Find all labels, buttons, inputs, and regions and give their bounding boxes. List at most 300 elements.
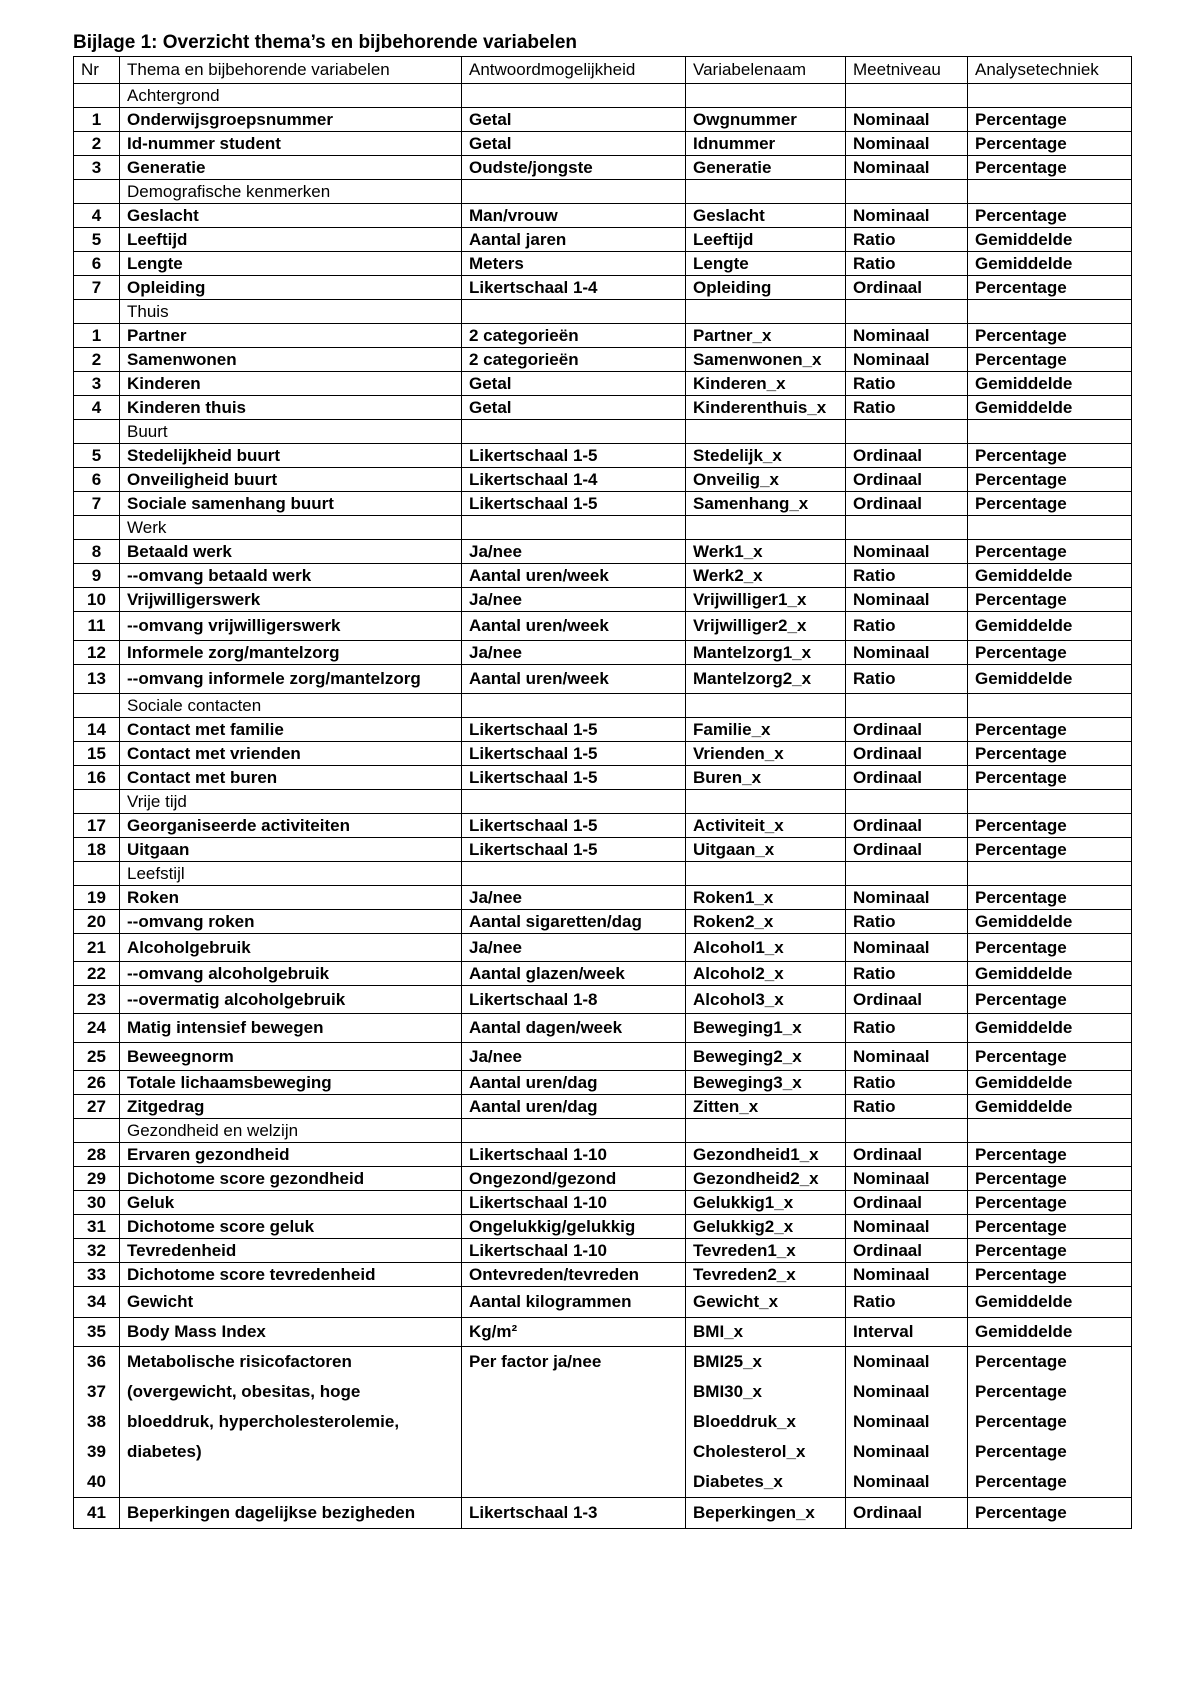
cell-variable: --omvang informele zorg/mantelzorg — [120, 665, 462, 694]
cell-nr: 28 — [74, 1143, 120, 1167]
cell-answer-option: Likertschaal 1-8 — [462, 986, 686, 1014]
cell-variable-name: Generatie — [686, 156, 846, 180]
cell-variable: Id-nummer student — [120, 132, 462, 156]
cell-measurement-level — [846, 1119, 968, 1143]
cell-measurement-level: Nominaal — [846, 641, 968, 665]
cell-answer-option: Getal — [462, 396, 686, 420]
cell-analysis-technique: Percentage — [968, 1167, 1132, 1191]
cell-analysis-technique: Percentage — [968, 1191, 1132, 1215]
cell-measurement-level: Ratio — [846, 564, 968, 588]
cell-answer-option: Likertschaal 1-5 — [462, 444, 686, 468]
table-row — [74, 1215, 1132, 1239]
cell-variable-name: Vrijwilliger1_x — [686, 588, 846, 612]
cell-analysis-technique: Percentage — [968, 934, 1132, 962]
cell-variable-name: Gelukkig2_x — [686, 1215, 846, 1239]
cell-nr: 4 — [74, 396, 120, 420]
table-row — [74, 742, 1132, 766]
cell-answer-option: Oudste/jongste — [462, 156, 686, 180]
cell-variable: Sociale samenhang buurt — [120, 492, 462, 516]
cell-analysis-technique: Percentage — [968, 108, 1132, 132]
cell-measurement-level: Ordinaal — [846, 444, 968, 468]
cell-variable-name: BMI25_x BMI30_x Bloeddruk_x Cholesterol_x Diabetes_x — [686, 1347, 846, 1498]
cell-variable: Georganiseerde activiteiten — [120, 814, 462, 838]
cell-answer-option: Likertschaal 1-10 — [462, 1143, 686, 1167]
cell-measurement-level: Ordinaal — [846, 492, 968, 516]
cell-nr — [74, 790, 120, 814]
cell-variable-name: Werk1_x — [686, 540, 846, 564]
cell-variable: Buurt — [120, 420, 462, 444]
cell-variable-name — [686, 1119, 846, 1143]
cell-nr: 32 — [74, 1239, 120, 1263]
header-analysis-technique: Analysetechniek — [968, 57, 1132, 84]
cell-nr: 21 — [74, 934, 120, 962]
table-row — [74, 612, 1132, 641]
cell-nr: 27 — [74, 1095, 120, 1119]
cell-answer-option: Likertschaal 1-5 — [462, 838, 686, 862]
cell-answer-option: Aantal uren/dag — [462, 1071, 686, 1095]
theme-row — [74, 420, 1132, 444]
cell-analysis-technique — [968, 84, 1132, 108]
cell-nr: 7 — [74, 492, 120, 516]
header-variable-name: Variabelenaam — [686, 57, 846, 84]
cell-answer-option: Kg/m² — [462, 1318, 686, 1347]
cell-nr: 36 37 38 39 40 — [74, 1347, 120, 1498]
cell-variable: Zitgedrag — [120, 1095, 462, 1119]
cell-variable-name: Vrijwilliger2_x — [686, 612, 846, 641]
table-row — [74, 444, 1132, 468]
cell-analysis-technique — [968, 180, 1132, 204]
cell-variable-name — [686, 300, 846, 324]
cell-answer-option: 2 categorieën — [462, 324, 686, 348]
cell-nr: 18 — [74, 838, 120, 862]
cell-variable: Kinderen — [120, 372, 462, 396]
cell-variable-name: Beweging2_x — [686, 1043, 846, 1071]
cell-variable: --omvang vrijwilligerswerk — [120, 612, 462, 641]
cell-nr: 17 — [74, 814, 120, 838]
cell-answer-option: Aantal uren/week — [462, 665, 686, 694]
cell-analysis-technique: Percentage — [968, 204, 1132, 228]
cell-answer-option: Man/vrouw — [462, 204, 686, 228]
cell-nr: 15 — [74, 742, 120, 766]
cell-nr — [74, 516, 120, 540]
cell-variable: Lengte — [120, 252, 462, 276]
cell-analysis-technique: Gemiddelde — [968, 962, 1132, 986]
cell-variable-name: Beweging3_x — [686, 1071, 846, 1095]
cell-analysis-technique: Gemiddelde — [968, 372, 1132, 396]
theme-row — [74, 84, 1132, 108]
table-row — [74, 396, 1132, 420]
cell-analysis-technique: Percentage — [968, 156, 1132, 180]
cell-answer-option: Aantal dagen/week — [462, 1014, 686, 1043]
cell-answer-option: Per factor ja/nee — [462, 1347, 686, 1498]
cell-analysis-technique — [968, 862, 1132, 886]
cell-answer-option: Likertschaal 1-10 — [462, 1191, 686, 1215]
cell-variable: Sociale contacten — [120, 694, 462, 718]
cell-variable: Tevredenheid — [120, 1239, 462, 1263]
cell-variable: Roken — [120, 886, 462, 910]
table-row — [74, 1014, 1132, 1043]
cell-variable: Beweegnorm — [120, 1043, 462, 1071]
cell-variable-name: Familie_x — [686, 718, 846, 742]
header-measurement-level: Meetniveau — [846, 57, 968, 84]
table-row — [74, 372, 1132, 396]
cell-analysis-technique — [968, 694, 1132, 718]
cell-variable: Totale lichaamsbeweging — [120, 1071, 462, 1095]
cell-variable: Betaald werk — [120, 540, 462, 564]
cell-measurement-level: Nominaal — [846, 324, 968, 348]
cell-variable-name: Alcohol3_x — [686, 986, 846, 1014]
cell-variable: Contact met familie — [120, 718, 462, 742]
cell-answer-option — [462, 300, 686, 324]
cell-measurement-level: Ratio — [846, 1014, 968, 1043]
cell-analysis-technique: Percentage — [968, 1498, 1132, 1529]
cell-variable-name: Owgnummer — [686, 108, 846, 132]
table-row — [74, 1043, 1132, 1071]
cell-nr: 26 — [74, 1071, 120, 1095]
cell-analysis-technique: Percentage — [968, 886, 1132, 910]
cell-measurement-level: Nominaal — [846, 132, 968, 156]
cell-analysis-technique — [968, 420, 1132, 444]
table-row — [74, 1263, 1132, 1287]
cell-variable-name: Gezondheid1_x — [686, 1143, 846, 1167]
cell-analysis-technique: Gemiddelde — [968, 228, 1132, 252]
cell-nr: 10 — [74, 588, 120, 612]
table-row — [74, 838, 1132, 862]
cell-answer-option: Aantal glazen/week — [462, 962, 686, 986]
cell-variable-name: Lengte — [686, 252, 846, 276]
cell-answer-option: Aantal uren/week — [462, 564, 686, 588]
cell-measurement-level: Ordinaal — [846, 718, 968, 742]
table-row — [74, 1143, 1132, 1167]
theme-row — [74, 180, 1132, 204]
cell-variable-name: Alcohol1_x — [686, 934, 846, 962]
cell-measurement-level: Nominaal — [846, 156, 968, 180]
cell-variable: Partner — [120, 324, 462, 348]
cell-analysis-technique: Gemiddelde — [968, 396, 1132, 420]
cell-measurement-level — [846, 516, 968, 540]
cell-variable-name: Mantelzorg2_x — [686, 665, 846, 694]
table-row — [74, 641, 1132, 665]
cell-measurement-level — [846, 84, 968, 108]
table-body — [74, 84, 1132, 1529]
cell-nr: 2 — [74, 348, 120, 372]
cell-variable-name: Roken2_x — [686, 910, 846, 934]
cell-nr: 30 — [74, 1191, 120, 1215]
table-row — [74, 814, 1132, 838]
cell-answer-option — [462, 862, 686, 886]
cell-measurement-level: Ratio — [846, 962, 968, 986]
cell-variable: Dichotome score geluk — [120, 1215, 462, 1239]
cell-analysis-technique: Gemiddelde — [968, 564, 1132, 588]
table-row — [74, 986, 1132, 1014]
cell-measurement-level: Nominaal — [846, 1263, 968, 1287]
cell-answer-option: Likertschaal 1-5 — [462, 718, 686, 742]
cell-measurement-level: Ratio — [846, 1071, 968, 1095]
table-row — [74, 1287, 1132, 1318]
cell-nr: 6 — [74, 468, 120, 492]
cell-variable-name: Opleiding — [686, 276, 846, 300]
cell-analysis-technique: Gemiddelde — [968, 665, 1132, 694]
cell-measurement-level: Nominaal — [846, 1215, 968, 1239]
cell-answer-option: Likertschaal 1-4 — [462, 468, 686, 492]
cell-analysis-technique: Gemiddelde — [968, 1071, 1132, 1095]
cell-nr: 9 — [74, 564, 120, 588]
cell-variable-name: Samenwonen_x — [686, 348, 846, 372]
table-row — [74, 156, 1132, 180]
cell-variable-name: Activiteit_x — [686, 814, 846, 838]
cell-variable: Contact met buren — [120, 766, 462, 790]
table-row — [74, 665, 1132, 694]
table-row — [74, 204, 1132, 228]
cell-variable: Stedelijkheid buurt — [120, 444, 462, 468]
cell-answer-option: Likertschaal 1-3 — [462, 1498, 686, 1529]
cell-variable-name: Beperkingen_x — [686, 1498, 846, 1529]
table-row — [74, 962, 1132, 986]
cell-measurement-level: Ordinaal — [846, 1498, 968, 1529]
cell-analysis-technique: Percentage — [968, 838, 1132, 862]
cell-answer-option: Ja/nee — [462, 1043, 686, 1071]
cell-variable: --omvang betaald werk — [120, 564, 462, 588]
table-row — [74, 1167, 1132, 1191]
cell-analysis-technique: Percentage — [968, 348, 1132, 372]
cell-variable: Alcoholgebruik — [120, 934, 462, 962]
cell-variable: Werk — [120, 516, 462, 540]
cell-nr: 35 — [74, 1318, 120, 1347]
cell-variable: Vrije tijd — [120, 790, 462, 814]
cell-nr: 5 — [74, 228, 120, 252]
cell-variable: Gezondheid en welzijn — [120, 1119, 462, 1143]
cell-variable: Gewicht — [120, 1287, 462, 1318]
cell-answer-option — [462, 790, 686, 814]
cell-measurement-level: Ordinaal — [846, 1191, 968, 1215]
cell-variable: --overmatig alcoholgebruik — [120, 986, 462, 1014]
table-header-row — [74, 57, 1132, 84]
cell-variable: Generatie — [120, 156, 462, 180]
cell-measurement-level: Ordinaal — [846, 1143, 968, 1167]
cell-variable-name — [686, 694, 846, 718]
cell-variable-name: Werk2_x — [686, 564, 846, 588]
cell-variable-name: Zitten_x — [686, 1095, 846, 1119]
cell-variable: Dichotome score tevredenheid — [120, 1263, 462, 1287]
cell-variable: Contact met vrienden — [120, 742, 462, 766]
table-row — [74, 324, 1132, 348]
theme-row — [74, 694, 1132, 718]
cell-nr: 4 — [74, 204, 120, 228]
cell-analysis-technique: Percentage — [968, 766, 1132, 790]
cell-nr — [74, 180, 120, 204]
cell-variable: Thuis — [120, 300, 462, 324]
cell-analysis-technique: Gemiddelde — [968, 1287, 1132, 1318]
cell-analysis-technique: Percentage — [968, 540, 1132, 564]
theme-row — [74, 516, 1132, 540]
cell-measurement-level: Ordinaal — [846, 1239, 968, 1263]
cell-nr: 3 — [74, 372, 120, 396]
cell-answer-option — [462, 420, 686, 444]
cell-analysis-technique: Percentage — [968, 742, 1132, 766]
cell-measurement-level — [846, 300, 968, 324]
cell-variable-name — [686, 420, 846, 444]
cell-measurement-level — [846, 790, 968, 814]
cell-measurement-level: Ratio — [846, 612, 968, 641]
cell-analysis-technique: Percentage — [968, 468, 1132, 492]
cell-variable: Uitgaan — [120, 838, 462, 862]
cell-measurement-level: Ratio — [846, 372, 968, 396]
cell-measurement-level: Ratio — [846, 396, 968, 420]
table-row — [74, 1498, 1132, 1529]
cell-variable-name: Beweging1_x — [686, 1014, 846, 1043]
cell-analysis-technique: Gemiddelde — [968, 612, 1132, 641]
cell-answer-option — [462, 516, 686, 540]
cell-analysis-technique: Percentage — [968, 276, 1132, 300]
cell-answer-option: Likertschaal 1-5 — [462, 742, 686, 766]
cell-nr: 5 — [74, 444, 120, 468]
cell-nr: 34 — [74, 1287, 120, 1318]
cell-variable-name: Alcohol2_x — [686, 962, 846, 986]
cell-variable: Ervaren gezondheid — [120, 1143, 462, 1167]
cell-analysis-technique — [968, 300, 1132, 324]
cell-measurement-level: Nominaal — [846, 540, 968, 564]
cell-nr: 8 — [74, 540, 120, 564]
cell-variable: Vrijwilligerswerk — [120, 588, 462, 612]
cell-answer-option: 2 categorieën — [462, 348, 686, 372]
table-row — [74, 934, 1132, 962]
cell-variable-name: Vrienden_x — [686, 742, 846, 766]
cell-analysis-technique: Gemiddelde — [968, 910, 1132, 934]
cell-nr: 12 — [74, 641, 120, 665]
cell-variable-name: Mantelzorg1_x — [686, 641, 846, 665]
cell-answer-option: Getal — [462, 108, 686, 132]
table-row — [74, 228, 1132, 252]
cell-analysis-technique: Gemiddelde — [968, 1095, 1132, 1119]
cell-analysis-technique: Percentage — [968, 1239, 1132, 1263]
cell-analysis-technique: Percentage — [968, 1043, 1132, 1071]
cell-nr: 2 — [74, 132, 120, 156]
cell-answer-option: Ja/nee — [462, 886, 686, 910]
cell-measurement-level: Nominaal — [846, 1043, 968, 1071]
cell-analysis-technique — [968, 1119, 1132, 1143]
cell-variable: Onveiligheid buurt — [120, 468, 462, 492]
table-row — [74, 132, 1132, 156]
cell-nr: 19 — [74, 886, 120, 910]
cell-variable: Beperkingen dagelijkse bezigheden — [120, 1498, 462, 1529]
cell-variable-name: Gewicht_x — [686, 1287, 846, 1318]
cell-measurement-level: Nominaal Nominaal Nominaal Nominaal Nominaal — [846, 1347, 968, 1498]
cell-nr: 3 — [74, 156, 120, 180]
cell-variable-name: Kinderenthuis_x — [686, 396, 846, 420]
cell-answer-option — [462, 180, 686, 204]
cell-variable-name: Idnummer — [686, 132, 846, 156]
cell-measurement-level: Nominaal — [846, 588, 968, 612]
cell-variable-name: Partner_x — [686, 324, 846, 348]
cell-nr — [74, 300, 120, 324]
cell-measurement-level — [846, 420, 968, 444]
cell-measurement-level: Ratio — [846, 228, 968, 252]
cell-nr — [74, 1119, 120, 1143]
cell-measurement-level — [846, 180, 968, 204]
cell-nr: 14 — [74, 718, 120, 742]
cell-variable: Samenwonen — [120, 348, 462, 372]
cell-analysis-technique: Percentage Percentage Percentage Percentage Percentage — [968, 1347, 1132, 1498]
cell-variable: Opleiding — [120, 276, 462, 300]
cell-variable-name: Roken1_x — [686, 886, 846, 910]
table-row — [74, 1191, 1132, 1215]
cell-answer-option — [462, 84, 686, 108]
cell-measurement-level: Nominaal — [846, 934, 968, 962]
cell-measurement-level: Ordinaal — [846, 838, 968, 862]
cell-measurement-level: Interval — [846, 1318, 968, 1347]
cell-nr: 1 — [74, 324, 120, 348]
cell-nr: 1 — [74, 108, 120, 132]
cell-measurement-level: Ratio — [846, 910, 968, 934]
cell-nr: 23 — [74, 986, 120, 1014]
cell-nr: 24 — [74, 1014, 120, 1043]
cell-variable-name — [686, 84, 846, 108]
cell-variable: Metabolische risicofactoren (overgewicht, obesitas, hoge bloeddruk, hypercholesterolemie, diabetes) — [120, 1347, 462, 1498]
cell-variable-name: Onveilig_x — [686, 468, 846, 492]
table-row — [74, 766, 1132, 790]
cell-answer-option: Likertschaal 1-5 — [462, 766, 686, 790]
cell-measurement-level: Ratio — [846, 1095, 968, 1119]
cell-measurement-level — [846, 862, 968, 886]
table-row — [74, 108, 1132, 132]
cell-nr: 25 — [74, 1043, 120, 1071]
cell-variable-name — [686, 790, 846, 814]
table-row — [74, 910, 1132, 934]
header-theme-variables: Thema en bijbehorende variabelen — [120, 57, 462, 84]
table-row — [74, 1239, 1132, 1263]
cell-answer-option — [462, 1119, 686, 1143]
cell-analysis-technique — [968, 790, 1132, 814]
cell-nr: 11 — [74, 612, 120, 641]
cell-variable: Geslacht — [120, 204, 462, 228]
cell-nr: 33 — [74, 1263, 120, 1287]
cell-variable-name: Gezondheid2_x — [686, 1167, 846, 1191]
cell-answer-option: Getal — [462, 372, 686, 396]
header-answer-options: Antwoordmogelijkheid — [462, 57, 686, 84]
cell-variable: Matig intensief bewegen — [120, 1014, 462, 1043]
table-row — [74, 886, 1132, 910]
cell-variable: --omvang alcoholgebruik — [120, 962, 462, 986]
cell-answer-option — [462, 694, 686, 718]
cell-analysis-technique: Percentage — [968, 1263, 1132, 1287]
cell-answer-option: Ja/nee — [462, 588, 686, 612]
cell-variable-name: Tevreden1_x — [686, 1239, 846, 1263]
cell-measurement-level: Ordinaal — [846, 742, 968, 766]
table-row — [74, 564, 1132, 588]
cell-variable-name: BMI_x — [686, 1318, 846, 1347]
document — [73, 30, 1131, 1529]
cell-variable: Leeftijd — [120, 228, 462, 252]
cell-variable: Geluk — [120, 1191, 462, 1215]
variables-table — [73, 56, 1132, 1529]
cell-nr: 13 — [74, 665, 120, 694]
table-row — [74, 492, 1132, 516]
cell-answer-option: Aantal uren/dag — [462, 1095, 686, 1119]
cell-variable: Leefstijl — [120, 862, 462, 886]
cell-nr — [74, 862, 120, 886]
cell-measurement-level: Ratio — [846, 665, 968, 694]
theme-row — [74, 300, 1132, 324]
cell-nr: 22 — [74, 962, 120, 986]
cell-variable-name: Stedelijk_x — [686, 444, 846, 468]
header-nr: Nr — [74, 57, 120, 84]
cell-answer-option: Ongezond/gezond — [462, 1167, 686, 1191]
cell-measurement-level: Ratio — [846, 252, 968, 276]
cell-answer-option: Aantal kilogrammen — [462, 1287, 686, 1318]
cell-answer-option: Aantal uren/week — [462, 612, 686, 641]
table-row — [74, 276, 1132, 300]
cell-nr — [74, 694, 120, 718]
